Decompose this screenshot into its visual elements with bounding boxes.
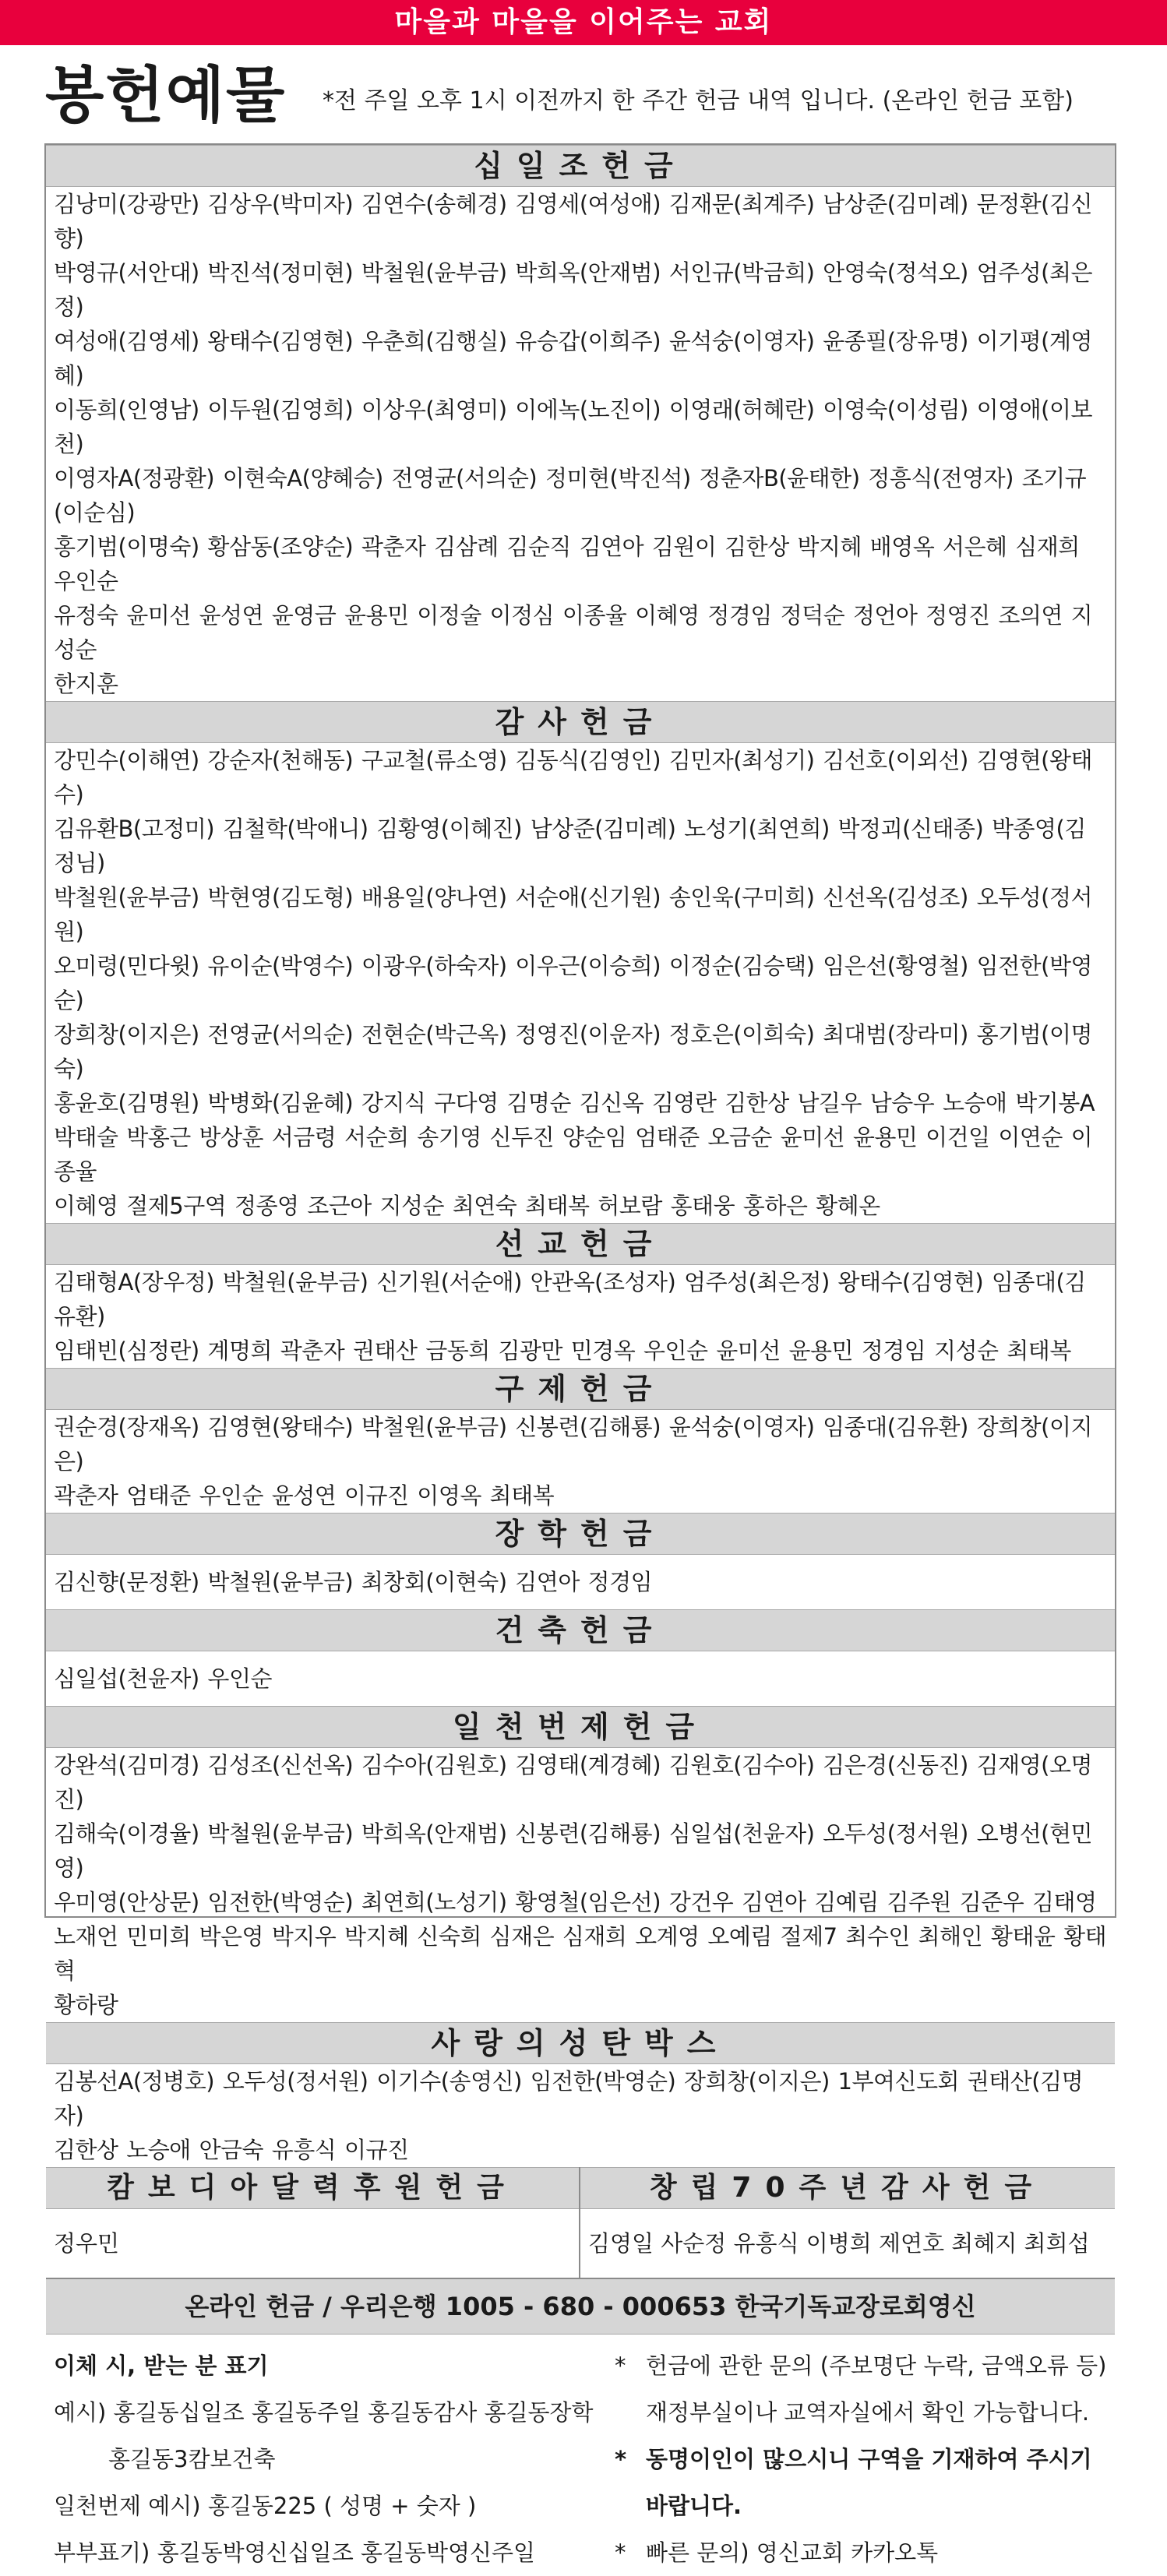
online-offering-header: 온라인 헌금 / 우리은행 1005 - 680 - 000653 한국기독교장로회영신 (46, 2278, 1115, 2335)
name-line: 김유환B(고정미) 김철학(박애니) 김황영(이혜진) 남상준(김미례) 노성기(최연희) 박정괴(신태종) 박종영(김정님) (54, 816, 1086, 876)
transfer-guide-title: 이체 시, 받는 분 표기 (54, 2352, 269, 2379)
split-offerings (46, 2167, 1115, 2278)
name-line: 이동희(인영남) 이두원(김영희) 이상우(최영미) 이에녹(노진이) 이영래(허혜란) 이영숙(이성림) 이영애(이보천) (54, 396, 1092, 457)
transfer-example: 예시) 홍길동십일조 홍길동주일 홍길동감사 홍길동장학 (54, 2399, 594, 2426)
name-line: 임태빈(심정란) 계명희 곽춘자 권태산 금동희 김광만 민경옥 우인순 윤미선 윤용민 정경임 지성순 최태복 (54, 1337, 1071, 1364)
couple-example: 부부표기) 홍길동박영신십일조 홍길동박영신주일 (54, 2539, 536, 2566)
name-line: 김태형A(장우정) 박철원(윤부금) 신기원(서순애) 안관옥(조성자) 엄주성(최은정) 왕태수(김영현) 임종대(김유환) (54, 1269, 1086, 1330)
inquiry-note-text: 재정부실이나 교역자실에서 확인 가능합니다. (646, 2399, 1090, 2426)
section-body-thousand-offering (46, 1748, 1115, 2022)
same-name-note-cont (615, 2483, 1113, 2529)
name-line: 오미령(민다윗) 유이순(박영수) 이광우(하숙자) 이우근(이승희) 이정순(김승택) 임은선(황영철) 임전한(박영순) (54, 953, 1092, 1013)
section-body-cambodia-calendar: 정우민 (54, 2230, 120, 2257)
anniversary-column (580, 2167, 1115, 2278)
inquiry-note-cont (615, 2389, 1113, 2436)
section-header-tithe: 십일조헌금 (46, 145, 1115, 187)
page-note: *전 주일 오후 1시 이전까지 한 주간 헌금 내역 입니다. (온라인 헌금 포함) (323, 87, 1074, 115)
inquiry-note-text: 헌금에 관한 문의 (주보명단 누락, 금액오류 등) (646, 2352, 1107, 2379)
offering-list (44, 143, 1116, 2566)
name-line: 유정숙 윤미선 윤성연 윤영금 윤용민 이정술 이정심 이종율 이혜영 정경임 정덕순 정언아 정영진 조의연 지성순 (54, 602, 1093, 663)
section-header-cambodia-calendar: 캄보디아달력후원헌금 (46, 2167, 579, 2209)
name-line: 우미영(안상문) 임전한(박영순) 최연희(노성기) 황영철(임은선) 강건우 김연아 김예림 김주원 김준우 김태영 (54, 1889, 1097, 1915)
online-offering-info (46, 2335, 1115, 2576)
section-header-anniversary: 창립70주년감사헌금 (580, 2167, 1115, 2209)
name-line: 심일섭(천윤자) 우인순 (54, 1665, 272, 1692)
section-body-building (46, 1651, 1115, 1706)
quick-inquiry-note (615, 2529, 1113, 2576)
same-name-note-text: 바랍니다. (646, 2493, 742, 2519)
name-line: 권순경(장재옥) 김영현(왕태수) 박철원(윤부금) 신봉련(김해룡) 윤석숭(이영자) 임종대(김유환) 장희창(이지은) (54, 1414, 1092, 1475)
name-line: 이혜영 절제5구역 정종영 조근아 지성순 최연숙 최태복 허보람 홍태웅 홍하은 황혜온 (54, 1193, 880, 1219)
section-body-mission (46, 1265, 1115, 1368)
name-line: 김신향(문정환) 박철원(윤부금) 최창회(이현숙) 김연아 정경임 (54, 1569, 653, 1595)
section-header-building: 건축헌금 (46, 1609, 1115, 1651)
section-header-scholarship: 장학헌금 (46, 1513, 1115, 1555)
name-line: 박철원(윤부금) 박현영(김도형) 배용일(양나연) 서순애(신기원) 송인욱(구미희) 신선옥(김성조) 오두성(정서원) (54, 884, 1092, 945)
name-line: 이영자A(정광환) 이현숙A(양혜승) 전영균(서의순) 정미현(박진석) 정춘자B(윤태한) 정흥식(전영자) 조기규(이순심) (54, 465, 1087, 526)
name-line: 김낭미(강광만) 김상우(박미자) 김연수(송혜경) 김영세(여성애) 김재문(최계주) 남상준(김미례) 문정환(김신향) (54, 191, 1092, 252)
name-line: 한지훈 (54, 671, 118, 697)
inquiry-notes (615, 2342, 1113, 2576)
asterisk: * (615, 2539, 626, 2566)
section-header-relief: 구제헌금 (46, 1368, 1115, 1410)
thousand-offering-example: 일천번제 예시) 홍길동225 ( 성명 + 숫자 ) (54, 2493, 477, 2519)
transfer-guide (46, 2342, 615, 2576)
cambodia-calendar-column (46, 2167, 580, 2278)
name-line: 여성애(김영세) 왕태수(김영현) 우춘희(김행실) 유승갑(이희주) 윤석숭(이영자) 윤종필(장유명) 이기평(계영혜) (54, 328, 1092, 389)
name-line: 박태술 박홍근 방상훈 서금령 서순희 송기영 신두진 양순임 엄태준 오금순 윤미선 윤용민 이건일 이연순 이종율 (54, 1124, 1093, 1185)
section-header-christmas-box: 사랑의성탄박스 (46, 2022, 1115, 2064)
name-line: 김해숙(이경율) 박철원(윤부금) 박희옥(안재범) 신봉련(김해룡) 심일섭(천윤자) 오두성(정서원) 오병선(현민영) (54, 1820, 1092, 1881)
name-line: 황하랑 (54, 1992, 118, 2018)
section-body-christmas-box (46, 2064, 1115, 2167)
page-title: 봉헌예물 (45, 61, 287, 131)
name-line: 홍기범(이명숙) 황삼동(조양순) 곽춘자 김삼례 김순직 김연아 김원이 김한상 박지혜 배영옥 서은혜 심재희 우인순 (54, 534, 1080, 594)
section-header-thanksgiving: 감사헌금 (46, 701, 1115, 743)
top-banner: 마을과 마을을 이어주는 교회 (0, 0, 1167, 45)
name-line: 장희창(이지은) 전영균(서의순) 전현순(박근옥) 정영진(이운자) 정호은(이희숙) 최대범(장라미) 홍기범(이명숙) (54, 1021, 1092, 1082)
quick-inquiry-text: 빠른 문의) 영신교회 카카오톡 (646, 2539, 939, 2566)
transfer-example-cont: 홍길동3캄보건축 (108, 2446, 276, 2472)
same-name-note (615, 2436, 1113, 2483)
same-name-note-text: 동명이인이 많으시니 구역을 기재하여 주시기 (646, 2446, 1092, 2472)
name-line: 곽춘자 엄태준 우인순 윤성연 이규진 이영옥 최태복 (54, 1482, 555, 1509)
section-header-thousand-offering: 일천번제헌금 (46, 1706, 1115, 1748)
asterisk: * (615, 2446, 627, 2472)
name-line: 홍윤호(김명원) 박병화(김윤혜) 강지식 구다영 김명순 김신옥 김영란 김한상 남길우 남승우 노승애 박기봉A (54, 1090, 1095, 1116)
name-line: 박영규(서안대) 박진석(정미현) 박철원(윤부금) 박희옥(안재범) 서인규(박금희) 안영숙(정석오) 엄주성(최은정) (54, 259, 1092, 320)
section-body-scholarship (46, 1555, 1115, 1609)
section-body-anniversary: 김영일 사순정 유흥식 이병희 제연호 최혜지 최희섭 (588, 2230, 1090, 2257)
section-body-tithe (46, 187, 1115, 701)
section-header-mission: 선교헌금 (46, 1223, 1115, 1265)
name-line: 김한상 노승애 안금숙 유흥식 이규진 (54, 2137, 409, 2163)
inquiry-note (615, 2342, 1113, 2389)
section-body-thanksgiving (46, 743, 1115, 1223)
title-row (0, 45, 1167, 143)
name-line: 김봉선A(정병호) 오두성(정서원) 이기수(송영신) 임전한(박영순) 장희창(이지은) 1부여신도회 권태산(김명자) (54, 2068, 1084, 2129)
name-line: 노재언 민미희 박은영 박지우 박지혜 신숙희 심재은 심재희 오계영 오예림 절제7 최수인 최해인 황태윤 황태혁 (54, 1923, 1107, 1984)
name-line: 강완석(김미경) 김성조(신선옥) 김수아(김원호) 김영태(계경혜) 김원호(김수아) 김은경(신동진) 김재영(오명진) (54, 1752, 1092, 1813)
section-body-relief (46, 1410, 1115, 1513)
name-line: 강민수(이해연) 강순자(천해동) 구교철(류소영) 김동식(김영인) 김민자(최성기) 김선호(이외선) 김영현(왕태수) (54, 747, 1092, 808)
asterisk: * (615, 2352, 626, 2379)
